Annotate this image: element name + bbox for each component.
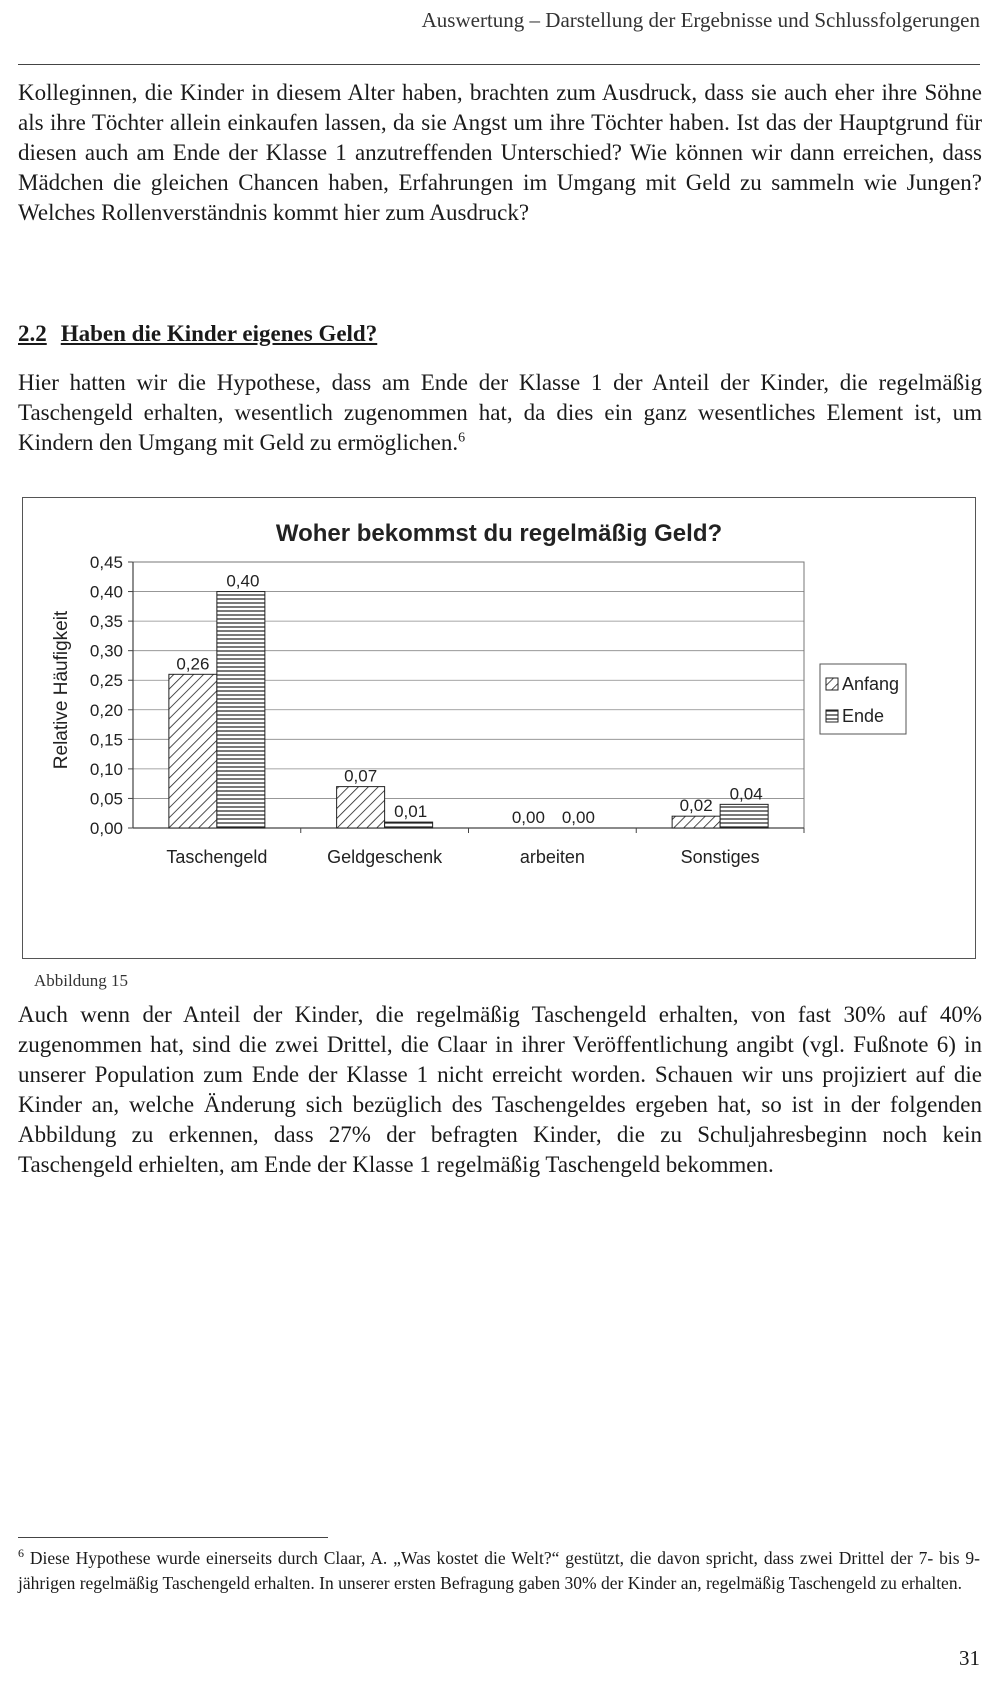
bar-chart (23, 498, 975, 958)
chart-title: Woher bekommst du regelmäßig Geld? (275, 520, 723, 547)
x-tick-label: Geldgeschenk (327, 847, 443, 867)
bar-ende (385, 822, 433, 828)
section-heading (18, 321, 377, 347)
section-title: Haben die Kinder eigenes Geld? (60, 321, 378, 346)
data-label: 0,00 (511, 808, 545, 827)
legend-label-anfang: Anfang (842, 674, 900, 694)
hypothesis-text: Hier hatten wir die Hypothese, dass am Ende der Klasse 1 der Anteil der Kinder, die regelmäßig Taschengeld erhalten, wesentlich zugenommen hat, da dies ein ganz wesentliches Element ist, um Kindern den Umgang mit Geld zu ermöglichen. (18, 370, 982, 455)
page-number: 31 (959, 1646, 980, 1670)
bar-anfang (169, 674, 217, 828)
data-label: 0,02 (679, 796, 713, 816)
header-rule (18, 64, 980, 65)
data-label: 0,07 (344, 766, 378, 786)
footnote (18, 1546, 980, 1596)
y-axis-label: Relative Häufigkeit (51, 610, 72, 770)
data-label: 0,00 (561, 808, 595, 827)
data-label: 0,40 (226, 571, 260, 591)
legend-label-ende: Ende (842, 706, 885, 726)
data-label: 0,04 (729, 784, 763, 804)
legend-swatch-ende (826, 710, 838, 722)
y-tick-label: 0,10 (89, 759, 123, 779)
footnote-reference[interactable]: 6 (458, 430, 466, 446)
footnote-rule (18, 1537, 328, 1538)
bar-ende (217, 592, 265, 828)
x-tick-label: Sonstiges (680, 847, 760, 867)
x-tick-label: arbeiten (519, 847, 585, 867)
conclusion-paragraph: Auch wenn der Anteil der Kinder, die regelmäßig Taschengeld erhalten, von fast 30% auf 40% zugenommen hat, sind die zwei Drittel, die Claar in ihrer Veröffentlichung angibt (vgl. Fußnote 6) in unserer Population zum Ende der Klasse 1 nicht erreicht worden. Schauen wir uns projiziert auf die Kinder an, welche Änderung sich bezüglich des Taschengeldes ergeben hat, so ist in der folgenden Abbildung zu erkennen, dass 27% der befragten Kinder, die zu Schuljahresbeginn noch kein Taschengeld erhielten, am Ende der Klasse 1 regelmäßig Taschengeld bekommen. (18, 1002, 982, 1177)
legend-swatch-anfang (826, 678, 838, 690)
section-number: 2.2 (18, 321, 47, 346)
data-label: 0,01 (394, 802, 428, 822)
bar-chart-figure (22, 497, 976, 959)
y-tick-label: 0,40 (89, 582, 123, 602)
bar-anfang (337, 787, 385, 828)
running-header: Auswertung – Darstellung der Ergebnisse und Schlussfolgerungen (421, 8, 980, 32)
data-label: 0,26 (176, 654, 210, 674)
bar-ende (720, 804, 768, 828)
intro-paragraph: Kolleginnen, die Kinder in diesem Alter haben, brachten zum Ausdruck, dass sie auch eher ihre Söhne als ihre Töchter allein einkaufen lassen, da sie Angst um ihre Töchter haben. Ist das der Hauptgrund für diesen auch am Ende der Klasse 1 anzutreffenden Unterschied? Wie können wir dann erreichen, dass Mädchen die gleichen Chancen haben, Erfahrungen im Umgang mit Geld zu sammeln wie Jungen? Welches Rollenverständnis kommt hier zum Ausdruck? (18, 80, 982, 225)
y-tick-label: 0,45 (89, 553, 123, 572)
y-tick-label: 0,15 (89, 730, 123, 750)
footnote-text: Diese Hypothese wurde einerseits durch Claar, A. „Was kostet die Welt?“ gestützt, die davon spricht, dass zwei Drittel der 7- bis 9-jährigen regelmäßig Taschengeld erhalten. In unserer ersten Befragung gaben 30% der Kinder an, regelmäßig Taschengeld zu erhalten. (18, 1548, 980, 1593)
x-tick-label: Taschengeld (166, 847, 268, 867)
y-tick-label: 0,00 (89, 819, 123, 838)
y-tick-label: 0,05 (89, 789, 123, 809)
y-tick-label: 0,20 (89, 700, 123, 720)
legend (820, 664, 906, 734)
y-tick-label: 0,25 (89, 671, 123, 691)
y-tick-label: 0,35 (89, 612, 123, 632)
figure-caption: Abbildung 15 (34, 971, 128, 990)
footnote-marker: 6 (18, 1546, 24, 1561)
hypothesis-paragraph (18, 368, 982, 458)
bar-anfang (672, 816, 720, 828)
y-tick-label: 0,30 (89, 641, 123, 661)
